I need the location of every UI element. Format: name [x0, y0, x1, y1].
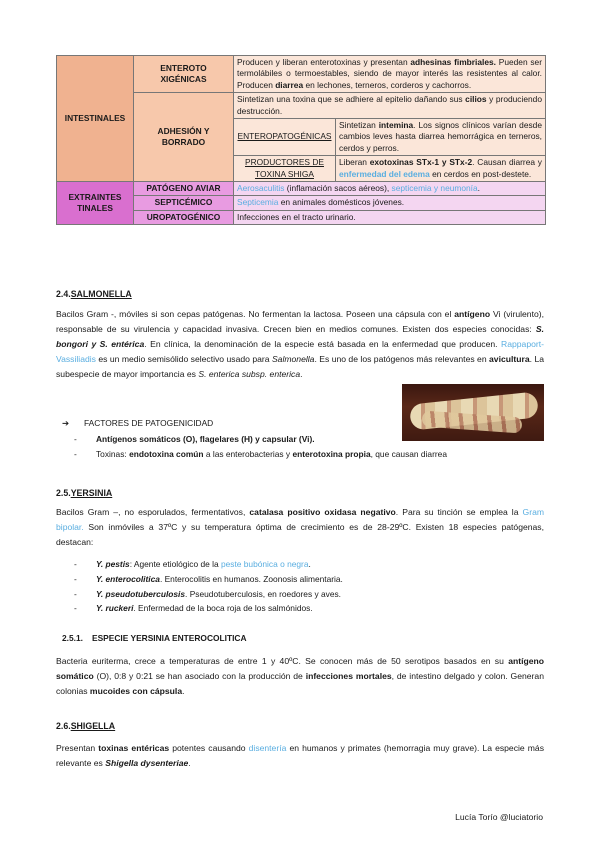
shigella-paragraph: Presentan toxinas entéricas potentes causando disentería en humanos y primates (hemorragia muy grave). La especie más relevante es Shigella dysenteriae.	[56, 743, 544, 768]
factores-heading: ➔ FACTORES DE PATOGENICIDAD	[62, 416, 213, 431]
intestinales-cell: INTESTINALES	[57, 56, 134, 182]
list-item: - Y. pseudotuberculosis. Pseudotuberculosis, en roedores y aves.	[74, 587, 341, 602]
ecoli-classification-table	[56, 55, 546, 225]
author-footer: Lucía Torío @luciatorio	[455, 812, 543, 822]
yersinia-paragraph: Bacilos Gram –, no esporulados, fermentativos, catalasa positivo oxidasa negativo. Para su tinción se emplea la Gram bipolar. Son inmóviles a 37ºC y su temperatura óptima de crecimiento es de 28-29ºC. Existen 18 especies patógenas, destacan:	[56, 507, 545, 547]
arrow-icon: ➔	[62, 418, 70, 428]
salmonella-paragraph: Bacilos Gram -, móviles si son cepas patógenas. No fermentan la lactosa. Poseen una cápsula con el antígeno Vi (virulento), responsable de su virulencia y capacidad invasiva. Crecen bien en medios comunes. Existen dos especies conocidas: S. bongori y S. entérica. En clínica, la denominación de la especie está basada en la enfermedad que producen. Rappaport-Vassiliadis es un medio semisólido selectivo usado para Salmonella. Es uno de los patógenos más relevantes en avicultura. La subespecie de mayor importancia es S. enterica subsp. enterica.	[56, 309, 545, 379]
intestine-photo	[402, 384, 544, 441]
enteropatogenicas-desc: Sintetizan intemina. Los signos clínicos varían desde cambios leves hasta diarrea hemorrágica en terneros, cerdos y perros.	[336, 119, 546, 156]
dash-icon: -	[74, 574, 77, 584]
list-item: - Y. pestis: Agente etiológico de la peste bubónica o negra.	[74, 557, 311, 572]
salmonella-heading: 2.4.SALMONELLA	[56, 289, 132, 299]
dash-icon: -	[74, 449, 77, 459]
extraintestinales-cell: EXTRAINTES TINALES	[57, 182, 134, 225]
list-item: - Toxinas: endotoxina común a las enterobacterias y enterotoxina propia, que causan diarrea	[74, 447, 447, 462]
uropatogenico-desc: Infecciones en el tracto urinario.	[234, 210, 546, 224]
enterocolitica-paragraph: Bacteria euriterma, crece a temperaturas de entre 1 y 40ºC. Se conocen más de 50 serotipos basados en su antígeno somático (O), 0:8 y 0:21 se han asociado con la producción de infecciones mortales, de intestino delgado y colon. Generan colonias mucoides con cápsula.	[56, 656, 544, 696]
septicemico-desc: Septicemia en animales domésticos jóvenes.	[234, 196, 546, 210]
aviar-cell: PATÓGENO AVIAR	[134, 182, 234, 196]
enterocolitica-heading: 2.5.1. ESPECIE YERSINIA ENTEROCOLITICA	[62, 633, 247, 643]
enteropatogenicas-cell: ENTEROPATOGÉNICAS	[234, 119, 336, 156]
adhesion-cell: ADHESIÓN Y BORRADO	[134, 93, 234, 182]
yersinia-heading: 2.5.YERSINIA	[56, 488, 113, 498]
list-item: - Y. enterocolitica. Enterocolitis en humanos. Zoonosis alimentaria.	[74, 572, 343, 587]
table-row	[57, 56, 546, 93]
list-item: - Antígenos somáticos (O), flagelares (H) y capsular (Vi).	[74, 432, 315, 447]
shigella-heading: 2.6.SHIGELLA	[56, 721, 116, 731]
list-item: - Y. ruckeri. Enfermedad de la boca roja de los salmónidos.	[74, 601, 313, 616]
enterotoxigenicas-cell: ENTEROTO XIGÉNICAS	[134, 56, 234, 93]
shiga-desc: Liberan exotoxinas STx-1 y STx-2. Causan diarrea y enfermedad del edema en cerdos en post-destete.	[336, 156, 546, 182]
septicemico-cell: SEPTICÉMICO	[134, 196, 234, 210]
dash-icon: -	[74, 603, 77, 613]
table-row	[57, 182, 546, 196]
uropatogenico-cell: UROPATOGÉNICO	[134, 210, 234, 224]
adhesion-desc: Sintetizan una toxina que se adhiere al epitelio dañando sus cilios y produciendo destrucción.	[234, 93, 546, 119]
dash-icon: -	[74, 559, 77, 569]
aviar-desc: Aerosaculitis (inflamación sacos aéreos), septicemia y neumonía.	[234, 182, 546, 196]
dash-icon: -	[74, 434, 77, 444]
enterotoxigenicas-desc: Producen y liberan enterotoxinas y presentan adhesinas fimbriales. Pueden ser termolábiles o termoestables, siendo de mayor interés las resistentes al calor. Producen diarrea en lechones, terneros, corderos y cachorros.	[234, 56, 546, 93]
dash-icon: -	[74, 589, 77, 599]
shiga-cell: PRODUCTORES DE TOXINA SHIGA	[234, 156, 336, 182]
